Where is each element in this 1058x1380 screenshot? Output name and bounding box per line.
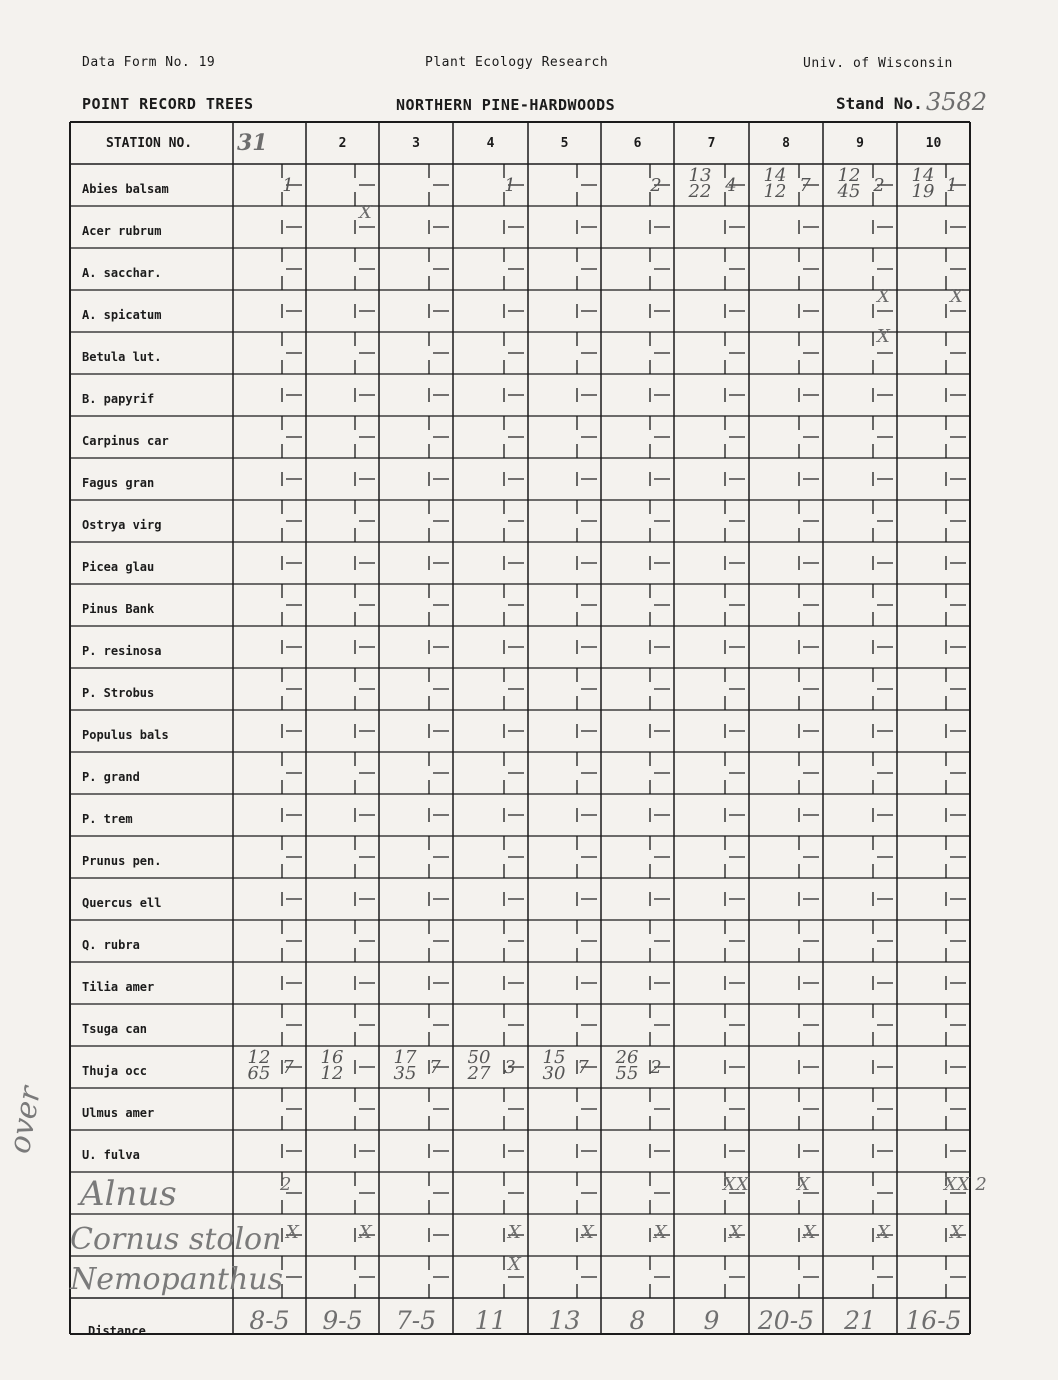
species-label: Ostrya virg: [82, 518, 162, 532]
university: Univ. of Wisconsin: [803, 56, 953, 71]
distance-value: 9-5: [322, 1306, 363, 1335]
abies-entry-count: 1: [946, 175, 958, 196]
x-mark: X: [359, 202, 372, 223]
species-label: A. sacchar.: [82, 266, 162, 280]
station-number: 8: [782, 136, 790, 151]
distance-value: 20-5: [757, 1306, 815, 1335]
x-mark: X: [877, 1222, 890, 1243]
form-title: POINT RECORD TREES: [82, 95, 254, 113]
station-number: 10: [925, 136, 942, 151]
thuja-entry-measure: 17 35: [393, 1047, 417, 1084]
alnus-mark: X: [797, 1174, 810, 1195]
thuja-entry-count: 3: [504, 1057, 516, 1078]
distance-value: 8: [629, 1306, 646, 1335]
species-label: Tilia amer: [82, 980, 155, 994]
species-label: Abies balsam: [82, 182, 169, 196]
abies-entry-count: 2: [650, 175, 662, 196]
species-label: U. fulva: [82, 1148, 140, 1162]
stand-number-label: Stand No.: [836, 94, 923, 113]
community-title: NORTHERN PINE-HARDWOODS: [396, 96, 616, 114]
x-mark: X: [877, 326, 890, 347]
species-label: P. Strobus: [82, 686, 155, 700]
thuja-entry-measure: 16 12: [320, 1047, 344, 1084]
species-label: A. spicatum: [82, 308, 162, 322]
species-label: Pinus Bank: [82, 602, 155, 616]
species-label: Tsuga can: [82, 1022, 148, 1036]
station-number: 4: [486, 136, 495, 151]
x-mark: X: [654, 1222, 667, 1243]
station-number: 31: [237, 130, 268, 156]
distance-value: 7-5: [395, 1306, 437, 1335]
abies-entry-measure: 14 12: [763, 165, 787, 202]
thuja-entry-measure: 15 30: [542, 1047, 566, 1084]
station-label: STATION NO.: [106, 136, 193, 151]
stand-number-value: 3582: [926, 88, 988, 116]
thuja-entry-measure: 26 55: [615, 1047, 639, 1084]
distance-label: Distance: [88, 1324, 146, 1338]
species-label: Ulmus amer: [82, 1106, 155, 1120]
abies-entry-count: 4: [725, 175, 737, 196]
abies-entry-measure: 12 45: [837, 165, 861, 202]
x-mark: X: [950, 286, 963, 307]
species-label: Quercus ell: [82, 896, 162, 910]
thuja-entry-count: 2: [650, 1057, 662, 1078]
form-number: Data Form No. 19: [82, 55, 216, 70]
distance-value: 16-5: [905, 1306, 962, 1335]
species-label: P. resinosa: [82, 644, 162, 658]
distance-value: 21: [844, 1306, 876, 1335]
alnus-mark: 2: [280, 1174, 292, 1195]
x-mark: X: [581, 1222, 594, 1243]
distance-value: 11: [474, 1306, 507, 1335]
alnus-mark: XX 2: [944, 1174, 987, 1195]
margin-note: over: [2, 1083, 49, 1157]
station-number: 5: [560, 136, 569, 151]
thuja-entry-measure: 50 27: [467, 1047, 491, 1084]
species-label: Q. rubra: [82, 938, 140, 952]
x-mark: X: [877, 286, 890, 307]
species-label: Carpinus car: [82, 434, 169, 448]
hw-species-cornus: Cornus stolon: [70, 1222, 282, 1257]
station-number: 7: [707, 136, 716, 151]
x-mark: X: [950, 1222, 963, 1243]
species-label: Populus bals: [82, 728, 169, 742]
species-label: Prunus pen.: [82, 854, 162, 868]
alnus-mark: XX: [723, 1174, 749, 1195]
species-label: Fagus gran: [82, 476, 155, 490]
species-label: Thuja occ: [82, 1064, 148, 1078]
thuja-entry-measure: 12 65: [247, 1047, 271, 1084]
species-label: Betula lut.: [82, 350, 162, 364]
x-mark: X: [508, 1222, 521, 1243]
species-label: Acer rubrum: [82, 224, 162, 238]
distance-value: 9: [703, 1306, 720, 1335]
thuja-entry-count: 7: [282, 1057, 294, 1078]
species-label: P. trem: [82, 812, 133, 826]
species-label: Picea glau: [82, 560, 155, 574]
station-number: 6: [633, 136, 642, 151]
abies-entry-count: 1: [504, 175, 516, 196]
abies-entry-count: 1: [282, 175, 294, 196]
hw-species-nemopanthus: Nemopanthus: [70, 1262, 284, 1297]
station-number: 9: [856, 136, 864, 151]
thuja-entry-count: 7: [577, 1057, 589, 1078]
abies-entry-measure: 13 22: [688, 165, 712, 202]
distance-value: 13: [548, 1306, 581, 1335]
x-mark: X: [508, 1254, 521, 1275]
species-label: B. papyrif: [82, 392, 155, 406]
thuja-entry-count: 7: [429, 1057, 441, 1078]
hw-species-alnus: Alnus: [80, 1174, 177, 1214]
x-mark: X: [359, 1222, 372, 1243]
organization: Plant Ecology Research: [425, 55, 609, 70]
x-mark: X: [803, 1222, 816, 1243]
x-mark: X: [286, 1222, 299, 1243]
x-mark: X: [729, 1222, 742, 1243]
station-number: 2: [338, 136, 347, 151]
distance-value: 8-5: [249, 1306, 290, 1335]
station-number: 3: [412, 136, 420, 151]
abies-entry-count: 7: [799, 175, 811, 196]
abies-entry-count: 2: [873, 175, 885, 196]
abies-entry-measure: 14 19: [911, 165, 935, 202]
species-label: P. grand: [82, 770, 140, 784]
